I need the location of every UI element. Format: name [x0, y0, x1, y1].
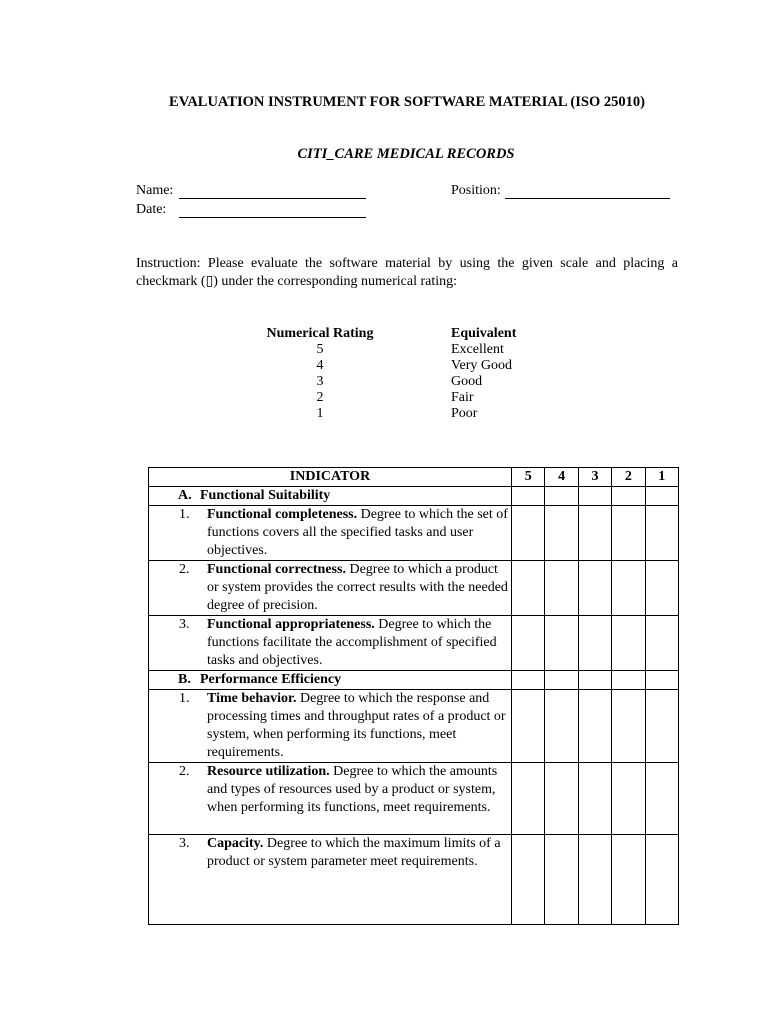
rating-cell-4[interactable] [545, 763, 578, 835]
rating-scale-header [230, 326, 630, 342]
indicator-row [149, 616, 679, 671]
rating-equivalent: Poor [451, 406, 478, 421]
indicator-description: Degree to which the maximum limits of a product or system parameter meet requirements. [207, 836, 501, 869]
rating-cell-4[interactable] [545, 487, 578, 506]
rating-cell-4[interactable] [545, 690, 578, 763]
rating-cell-5[interactable] [512, 763, 545, 835]
indicator-term: Capacity. [207, 836, 264, 851]
rating-cell-2[interactable] [612, 763, 645, 835]
indicator-cell [149, 506, 512, 561]
rating-cell-4[interactable] [545, 561, 578, 616]
rating-scale-row [230, 374, 630, 390]
name-field [136, 183, 366, 199]
indicator-number: 3. [179, 617, 190, 632]
section-title: Performance Efficiency [200, 672, 342, 687]
table-body [149, 487, 679, 925]
rating-scale-rows [230, 342, 630, 422]
document-title: EVALUATION INSTRUMENT FOR SOFTWARE MATERIAL (ISO 25010) [169, 94, 645, 110]
indicator-row [149, 835, 679, 925]
rating-cell-2[interactable] [612, 561, 645, 616]
rating-cell-3[interactable] [578, 487, 611, 506]
indicator-row [149, 690, 679, 763]
rating-header: Numerical Rating [266, 326, 374, 341]
indicator-row [149, 763, 679, 835]
indicator-term: Resource utilization. [207, 764, 330, 779]
rating-column-header-4: 4 [545, 468, 578, 487]
rating-cell-3[interactable] [578, 763, 611, 835]
section-row [149, 487, 679, 506]
indicator-description: Degree to which the functions facilitate the accomplishment of specified tasks and objectives. [207, 617, 497, 668]
equivalent-header: Equivalent [451, 326, 517, 341]
section-letter: A. [178, 488, 192, 503]
indicator-header: INDICATOR [149, 468, 512, 487]
indicator-description: Degree to which a product or system provides the correct results with the needed degree of precision. [207, 562, 508, 613]
rating-cell-5[interactable] [512, 487, 545, 506]
rating-cell-5[interactable] [512, 690, 545, 763]
rating-cell-2[interactable] [612, 671, 645, 690]
rating-cell-4[interactable] [545, 616, 578, 671]
indicator-text [207, 616, 509, 670]
indicator-text [207, 763, 509, 817]
evaluation-table [148, 467, 679, 925]
indicator-cell [149, 690, 512, 763]
rating-cell-5[interactable] [512, 506, 545, 561]
rating-cell-5[interactable] [512, 561, 545, 616]
indicator-item [149, 616, 511, 670]
date-blank-line[interactable] [179, 204, 366, 218]
indicator-cell [149, 835, 512, 925]
rating-value: 3 [316, 374, 324, 389]
indicator-term: Time behavior. [207, 691, 297, 706]
indicator-number: 1. [179, 691, 190, 706]
rating-cell-2[interactable] [612, 616, 645, 671]
rating-cell-3[interactable] [578, 561, 611, 616]
indicator-term: Functional completeness. [207, 507, 358, 522]
rating-value: 4 [316, 358, 324, 373]
indicator-description: Degree to which the set of functions covers all the specified tasks and user objectives. [207, 507, 508, 558]
indicator-row [149, 561, 679, 616]
position-blank-line[interactable] [505, 185, 670, 199]
name-label: Name: [136, 183, 174, 198]
indicator-item [149, 690, 511, 762]
rating-cell-1[interactable] [645, 835, 678, 925]
indicator-text [207, 561, 509, 615]
indicator-number: 2. [179, 562, 190, 577]
rating-cell-5[interactable] [512, 671, 545, 690]
indicator-text [207, 690, 509, 762]
position-label: Position: [451, 183, 501, 198]
rating-cell-4[interactable] [545, 506, 578, 561]
rating-scale-row [230, 342, 630, 358]
indicator-item [149, 835, 511, 871]
rating-equivalent: Good [451, 374, 483, 389]
rating-cell-4[interactable] [545, 671, 578, 690]
rating-cell-3[interactable] [578, 690, 611, 763]
indicator-term: Functional correctness. [207, 562, 346, 577]
rating-cell-5[interactable] [512, 835, 545, 925]
indicator-item [149, 763, 511, 817]
rating-scale-row [230, 390, 630, 406]
rating-cell-1[interactable] [645, 561, 678, 616]
rating-scale-row [230, 358, 630, 374]
indicator-number: 3. [179, 836, 190, 851]
indicator-item [149, 561, 511, 615]
rating-cell-1[interactable] [645, 690, 678, 763]
rating-cell-3[interactable] [578, 616, 611, 671]
rating-cell-4[interactable] [545, 835, 578, 925]
rating-cell-3[interactable] [578, 506, 611, 561]
rating-scale-row [230, 406, 630, 422]
section-title: Functional Suitability [200, 488, 331, 503]
indicator-description: Degree to which the amounts and types of resources used by a product or system, when performing its functions, meet requirements. [207, 764, 498, 815]
rating-cell-3[interactable] [578, 835, 611, 925]
rating-value: 1 [316, 406, 324, 421]
rating-cell-5[interactable] [512, 616, 545, 671]
rating-value: 2 [316, 390, 324, 405]
instruction-text: Instruction: Please evaluate the software material by using the given scale and placing a checkmark (▯) under the corresponding numerical rating: [136, 256, 678, 289]
rating-column-header-3: 3 [578, 468, 611, 487]
rating-column-header-1: 1 [645, 468, 678, 487]
rating-equivalent: Very Good [451, 358, 513, 373]
name-blank-line[interactable] [179, 185, 366, 199]
date-label: Date: [136, 202, 167, 217]
rating-cell-3[interactable] [578, 671, 611, 690]
rating-cell-2[interactable] [612, 506, 645, 561]
indicator-number: 2. [179, 764, 190, 779]
document-subtitle: CITI_CARE MEDICAL RECORDS [297, 146, 515, 162]
table-header-row [149, 468, 679, 487]
rating-cell-2[interactable] [612, 835, 645, 925]
indicator-term: Functional appropriateness. [207, 617, 375, 632]
date-field [136, 202, 366, 218]
rating-equivalent: Excellent [451, 342, 504, 357]
indicator-text [207, 506, 509, 560]
indicator-cell [149, 561, 512, 616]
rating-cell-1[interactable] [645, 487, 678, 506]
section-row [149, 671, 679, 690]
rating-cell-1[interactable] [645, 506, 678, 561]
rating-cell-1[interactable] [645, 671, 678, 690]
rating-cell-1[interactable] [645, 616, 678, 671]
rating-cell-1[interactable] [645, 763, 678, 835]
section-letter: B. [178, 672, 191, 687]
section-heading [149, 487, 512, 506]
indicator-cell [149, 616, 512, 671]
indicator-item [149, 506, 511, 560]
rating-value: 5 [316, 342, 324, 357]
indicator-row [149, 506, 679, 561]
indicator-description: Degree to which the response and processing times and throughput rates of a product or system, when performing its functions, meet requirements. [207, 691, 506, 760]
position-field [451, 183, 670, 199]
indicator-cell [149, 763, 512, 835]
rating-cell-2[interactable] [612, 487, 645, 506]
rating-equivalent: Fair [451, 390, 474, 405]
rating-cell-2[interactable] [612, 690, 645, 763]
rating-column-header-5: 5 [512, 468, 545, 487]
indicator-number: 1. [179, 507, 190, 522]
rating-column-header-2: 2 [612, 468, 645, 487]
indicator-text [207, 835, 509, 871]
rating-scale [230, 326, 630, 422]
section-heading [149, 671, 512, 690]
